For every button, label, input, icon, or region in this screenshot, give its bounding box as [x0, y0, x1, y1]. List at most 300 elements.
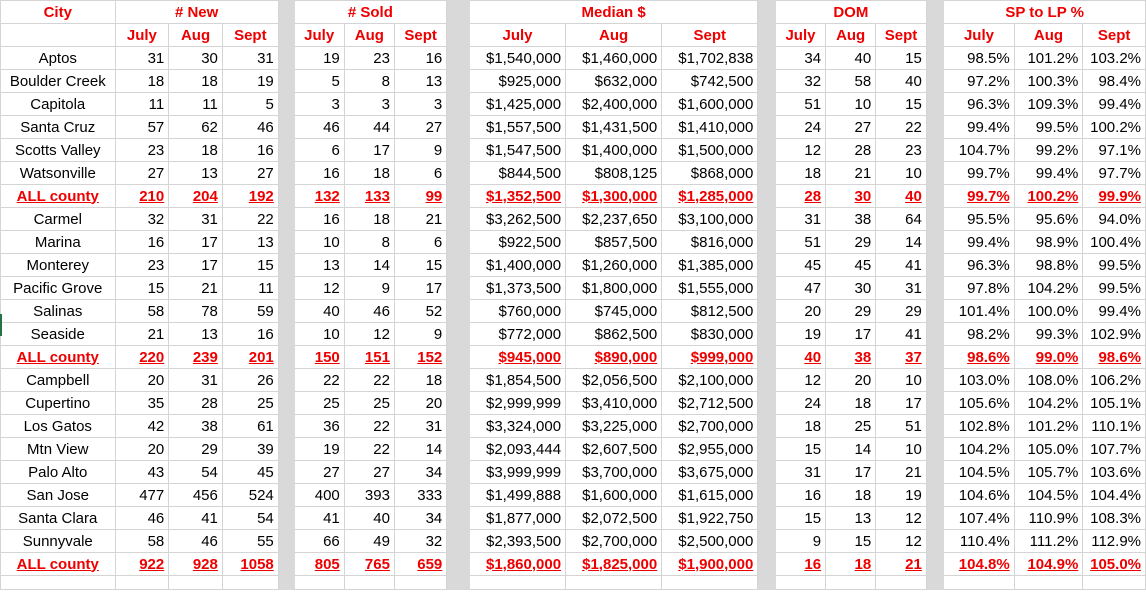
sold-value-cell[interactable]: 99 — [394, 185, 446, 208]
header-month[interactable]: Aug — [566, 24, 662, 47]
sp-lp-value-cell[interactable]: 110.4% — [944, 530, 1014, 553]
median-value-cell[interactable]: $1,702,838 — [662, 47, 758, 70]
median-value-cell[interactable]: $1,600,000 — [662, 93, 758, 116]
median-value-cell[interactable]: $1,800,000 — [566, 277, 662, 300]
median-value-cell[interactable]: $632,000 — [566, 70, 662, 93]
dom-value-cell[interactable]: 31 — [876, 277, 927, 300]
dom-value-cell[interactable]: 18 — [826, 484, 876, 507]
header-month[interactable]: Sept — [662, 24, 758, 47]
dom-value-cell[interactable]: 31 — [775, 461, 825, 484]
city-name-cell[interactable]: Carmel — [1, 208, 116, 231]
new-value-cell[interactable]: 57 — [115, 116, 169, 139]
dom-value-cell[interactable]: 10 — [876, 162, 927, 185]
sold-value-cell[interactable]: 18 — [344, 208, 394, 231]
sold-value-cell[interactable]: 10 — [294, 231, 344, 254]
city-name-cell[interactable]: ALL county — [1, 553, 116, 576]
new-value-cell[interactable]: 39 — [222, 438, 278, 461]
new-value-cell[interactable]: 21 — [115, 323, 169, 346]
dom-value-cell[interactable]: 12 — [876, 530, 927, 553]
sp-lp-value-cell[interactable]: 105.1% — [1083, 392, 1146, 415]
dom-value-cell[interactable]: 58 — [826, 70, 876, 93]
median-value-cell[interactable]: $2,712,500 — [662, 392, 758, 415]
median-value-cell[interactable]: $772,000 — [469, 323, 565, 346]
empty-cell[interactable] — [469, 576, 565, 590]
sp-lp-value-cell[interactable]: 104.2% — [944, 438, 1014, 461]
dom-value-cell[interactable]: 41 — [876, 323, 927, 346]
sp-lp-value-cell[interactable]: 104.2% — [1014, 277, 1083, 300]
median-value-cell[interactable]: $3,100,000 — [662, 208, 758, 231]
sp-lp-value-cell[interactable]: 99.7% — [944, 162, 1014, 185]
new-value-cell[interactable]: 18 — [115, 70, 169, 93]
new-value-cell[interactable]: 23 — [115, 254, 169, 277]
new-value-cell[interactable]: 21 — [169, 277, 223, 300]
sold-value-cell[interactable]: 3 — [394, 93, 446, 116]
median-value-cell[interactable]: $1,555,000 — [662, 277, 758, 300]
sold-value-cell[interactable]: 27 — [294, 461, 344, 484]
dom-value-cell[interactable]: 34 — [775, 47, 825, 70]
median-value-cell[interactable]: $1,460,000 — [566, 47, 662, 70]
header-month[interactable]: July — [115, 24, 169, 47]
sp-lp-value-cell[interactable]: 98.6% — [1083, 346, 1146, 369]
median-value-cell[interactable]: $862,500 — [566, 323, 662, 346]
median-value-cell[interactable]: $1,900,000 — [662, 553, 758, 576]
empty-cell[interactable] — [662, 576, 758, 590]
sold-value-cell[interactable]: 32 — [394, 530, 446, 553]
median-value-cell[interactable]: $922,500 — [469, 231, 565, 254]
sold-value-cell[interactable]: 3 — [294, 93, 344, 116]
sp-lp-value-cell[interactable]: 102.8% — [944, 415, 1014, 438]
sp-lp-value-cell[interactable]: 99.0% — [1014, 346, 1083, 369]
dom-value-cell[interactable]: 45 — [775, 254, 825, 277]
dom-value-cell[interactable]: 20 — [775, 300, 825, 323]
sold-value-cell[interactable]: 8 — [344, 70, 394, 93]
new-value-cell[interactable]: 210 — [115, 185, 169, 208]
sp-lp-value-cell[interactable]: 98.8% — [1014, 254, 1083, 277]
sp-lp-value-cell[interactable]: 99.3% — [1014, 323, 1083, 346]
city-name-cell[interactable]: Capitola — [1, 93, 116, 116]
new-value-cell[interactable]: 55 — [222, 530, 278, 553]
header-month[interactable]: July — [294, 24, 344, 47]
sp-lp-value-cell[interactable]: 105.0% — [1014, 438, 1083, 461]
median-value-cell[interactable]: $2,393,500 — [469, 530, 565, 553]
sp-lp-value-cell[interactable]: 100.0% — [1014, 300, 1083, 323]
median-value-cell[interactable]: $2,700,000 — [662, 415, 758, 438]
sp-lp-value-cell[interactable]: 97.8% — [944, 277, 1014, 300]
sp-lp-value-cell[interactable]: 97.2% — [944, 70, 1014, 93]
dom-value-cell[interactable]: 29 — [876, 300, 927, 323]
sp-lp-value-cell[interactable]: 104.6% — [944, 484, 1014, 507]
sold-value-cell[interactable]: 22 — [294, 369, 344, 392]
sold-value-cell[interactable]: 14 — [344, 254, 394, 277]
median-value-cell[interactable]: $2,056,500 — [566, 369, 662, 392]
header-sp-lp[interactable]: SP to LP % — [944, 1, 1146, 24]
new-value-cell[interactable]: 45 — [222, 461, 278, 484]
dom-value-cell[interactable]: 45 — [826, 254, 876, 277]
median-value-cell[interactable]: $1,352,500 — [469, 185, 565, 208]
dom-value-cell[interactable]: 40 — [775, 346, 825, 369]
city-name-cell[interactable]: Seaside — [1, 323, 116, 346]
new-value-cell[interactable]: 11 — [115, 93, 169, 116]
sold-value-cell[interactable]: 49 — [344, 530, 394, 553]
sp-lp-value-cell[interactable]: 99.4% — [944, 231, 1014, 254]
header-month[interactable]: Sept — [1083, 24, 1146, 47]
median-value-cell[interactable]: $1,500,000 — [662, 139, 758, 162]
median-value-cell[interactable]: $925,000 — [469, 70, 565, 93]
sold-value-cell[interactable]: 36 — [294, 415, 344, 438]
new-value-cell[interactable]: 16 — [222, 139, 278, 162]
sp-lp-value-cell[interactable]: 95.5% — [944, 208, 1014, 231]
median-value-cell[interactable]: $830,000 — [662, 323, 758, 346]
new-value-cell[interactable]: 204 — [169, 185, 223, 208]
dom-value-cell[interactable]: 14 — [876, 231, 927, 254]
new-value-cell[interactable]: 42 — [115, 415, 169, 438]
sold-value-cell[interactable]: 132 — [294, 185, 344, 208]
sp-lp-value-cell[interactable]: 101.4% — [944, 300, 1014, 323]
sold-value-cell[interactable]: 46 — [294, 116, 344, 139]
sp-lp-value-cell[interactable]: 104.7% — [944, 139, 1014, 162]
median-value-cell[interactable]: $2,400,000 — [566, 93, 662, 116]
empty-cell[interactable] — [169, 576, 223, 590]
new-value-cell[interactable]: 58 — [115, 300, 169, 323]
dom-value-cell[interactable]: 40 — [876, 70, 927, 93]
city-name-cell[interactable]: San Jose — [1, 484, 116, 507]
median-value-cell[interactable]: $868,000 — [662, 162, 758, 185]
sp-lp-value-cell[interactable]: 110.1% — [1083, 415, 1146, 438]
median-value-cell[interactable]: $3,675,000 — [662, 461, 758, 484]
header-month[interactable]: Aug — [344, 24, 394, 47]
sold-value-cell[interactable]: 6 — [394, 231, 446, 254]
sp-lp-value-cell[interactable]: 99.4% — [1014, 162, 1083, 185]
median-value-cell[interactable]: $1,922,750 — [662, 507, 758, 530]
new-value-cell[interactable]: 32 — [115, 208, 169, 231]
sold-value-cell[interactable]: 3 — [344, 93, 394, 116]
sp-lp-value-cell[interactable]: 96.3% — [944, 254, 1014, 277]
sold-value-cell[interactable]: 17 — [394, 277, 446, 300]
sold-value-cell[interactable]: 40 — [344, 507, 394, 530]
city-name-cell[interactable]: Cupertino — [1, 392, 116, 415]
median-value-cell[interactable]: $1,547,500 — [469, 139, 565, 162]
new-value-cell[interactable]: 23 — [115, 139, 169, 162]
city-name-cell[interactable]: Campbell — [1, 369, 116, 392]
sp-lp-value-cell[interactable]: 98.4% — [1083, 70, 1146, 93]
dom-value-cell[interactable]: 18 — [775, 162, 825, 185]
sold-value-cell[interactable]: 34 — [394, 461, 446, 484]
dom-value-cell[interactable]: 28 — [826, 139, 876, 162]
sp-lp-value-cell[interactable]: 100.3% — [1014, 70, 1083, 93]
sp-lp-value-cell[interactable]: 99.2% — [1014, 139, 1083, 162]
city-name-cell[interactable]: Watsonville — [1, 162, 116, 185]
sold-value-cell[interactable]: 393 — [344, 484, 394, 507]
new-value-cell[interactable]: 31 — [222, 47, 278, 70]
dom-value-cell[interactable]: 9 — [775, 530, 825, 553]
sold-value-cell[interactable]: 13 — [294, 254, 344, 277]
empty-cell[interactable] — [115, 576, 169, 590]
sp-lp-value-cell[interactable]: 95.6% — [1014, 208, 1083, 231]
dom-value-cell[interactable]: 40 — [876, 185, 927, 208]
median-value-cell[interactable]: $1,431,500 — [566, 116, 662, 139]
median-value-cell[interactable]: $760,000 — [469, 300, 565, 323]
sold-value-cell[interactable]: 16 — [294, 162, 344, 185]
median-value-cell[interactable]: $2,607,500 — [566, 438, 662, 461]
empty-cell[interactable] — [294, 576, 344, 590]
new-value-cell[interactable]: 31 — [169, 208, 223, 231]
city-name-cell[interactable]: Sunnyvale — [1, 530, 116, 553]
empty-cell[interactable] — [1, 576, 116, 590]
sold-value-cell[interactable]: 400 — [294, 484, 344, 507]
new-value-cell[interactable]: 27 — [222, 162, 278, 185]
new-value-cell[interactable]: 13 — [222, 231, 278, 254]
city-name-cell[interactable]: Palo Alto — [1, 461, 116, 484]
new-value-cell[interactable]: 31 — [115, 47, 169, 70]
dom-value-cell[interactable]: 19 — [775, 323, 825, 346]
sp-lp-value-cell[interactable]: 106.2% — [1083, 369, 1146, 392]
city-name-cell[interactable]: Marina — [1, 231, 116, 254]
dom-value-cell[interactable]: 15 — [775, 507, 825, 530]
median-value-cell[interactable]: $3,700,000 — [566, 461, 662, 484]
sp-lp-value-cell[interactable]: 99.5% — [1083, 277, 1146, 300]
dom-value-cell[interactable]: 51 — [775, 93, 825, 116]
sold-value-cell[interactable]: 150 — [294, 346, 344, 369]
sp-lp-value-cell[interactable]: 97.7% — [1083, 162, 1146, 185]
city-name-cell[interactable]: Monterey — [1, 254, 116, 277]
sold-value-cell[interactable]: 5 — [294, 70, 344, 93]
sold-value-cell[interactable]: 18 — [394, 369, 446, 392]
median-value-cell[interactable]: $3,324,000 — [469, 415, 565, 438]
sold-value-cell[interactable]: 22 — [344, 369, 394, 392]
empty-cell[interactable] — [1014, 576, 1083, 590]
median-value-cell[interactable]: $890,000 — [566, 346, 662, 369]
dom-value-cell[interactable]: 38 — [826, 346, 876, 369]
sp-lp-value-cell[interactable]: 109.3% — [1014, 93, 1083, 116]
sp-lp-value-cell[interactable]: 104.4% — [1083, 484, 1146, 507]
new-value-cell[interactable]: 30 — [169, 47, 223, 70]
sold-value-cell[interactable]: 6 — [294, 139, 344, 162]
sp-lp-value-cell[interactable]: 108.3% — [1083, 507, 1146, 530]
city-name-cell[interactable]: ALL county — [1, 346, 116, 369]
header-month[interactable]: July — [944, 24, 1014, 47]
median-value-cell[interactable]: $1,825,000 — [566, 553, 662, 576]
sold-value-cell[interactable]: 12 — [344, 323, 394, 346]
new-value-cell[interactable]: 35 — [115, 392, 169, 415]
header-city[interactable]: City — [1, 1, 116, 24]
median-value-cell[interactable]: $808,125 — [566, 162, 662, 185]
new-value-cell[interactable]: 54 — [169, 461, 223, 484]
new-value-cell[interactable]: 220 — [115, 346, 169, 369]
sold-value-cell[interactable]: 152 — [394, 346, 446, 369]
sp-lp-value-cell[interactable]: 103.0% — [944, 369, 1014, 392]
empty-cell[interactable] — [876, 576, 927, 590]
median-value-cell[interactable]: $1,557,500 — [469, 116, 565, 139]
dom-value-cell[interactable]: 37 — [876, 346, 927, 369]
new-value-cell[interactable]: 11 — [222, 277, 278, 300]
median-value-cell[interactable]: $3,410,000 — [566, 392, 662, 415]
median-value-cell[interactable]: $2,955,000 — [662, 438, 758, 461]
sold-value-cell[interactable]: 40 — [294, 300, 344, 323]
sp-lp-value-cell[interactable]: 105.7% — [1014, 461, 1083, 484]
sp-lp-value-cell[interactable]: 99.5% — [1014, 116, 1083, 139]
dom-value-cell[interactable]: 21 — [826, 162, 876, 185]
sp-lp-value-cell[interactable]: 105.6% — [944, 392, 1014, 415]
new-value-cell[interactable]: 13 — [169, 162, 223, 185]
new-value-cell[interactable]: 524 — [222, 484, 278, 507]
sold-value-cell[interactable]: 151 — [344, 346, 394, 369]
median-value-cell[interactable]: $1,860,000 — [469, 553, 565, 576]
sp-lp-value-cell[interactable]: 103.2% — [1083, 47, 1146, 70]
sold-value-cell[interactable]: 27 — [344, 461, 394, 484]
median-value-cell[interactable]: $812,500 — [662, 300, 758, 323]
new-value-cell[interactable]: 15 — [222, 254, 278, 277]
median-value-cell[interactable]: $2,237,650 — [566, 208, 662, 231]
header-sold[interactable]: # Sold — [294, 1, 447, 24]
sp-lp-value-cell[interactable]: 111.2% — [1014, 530, 1083, 553]
new-value-cell[interactable]: 16 — [222, 323, 278, 346]
dom-value-cell[interactable]: 32 — [775, 70, 825, 93]
median-value-cell[interactable]: $999,000 — [662, 346, 758, 369]
sold-value-cell[interactable]: 52 — [394, 300, 446, 323]
new-value-cell[interactable]: 41 — [169, 507, 223, 530]
new-value-cell[interactable]: 18 — [169, 70, 223, 93]
header-month[interactable]: Sept — [222, 24, 278, 47]
dom-value-cell[interactable]: 47 — [775, 277, 825, 300]
new-value-cell[interactable]: 31 — [169, 369, 223, 392]
new-value-cell[interactable]: 928 — [169, 553, 223, 576]
dom-value-cell[interactable]: 25 — [826, 415, 876, 438]
new-value-cell[interactable]: 20 — [115, 369, 169, 392]
empty-cell[interactable] — [944, 576, 1014, 590]
dom-value-cell[interactable]: 30 — [826, 277, 876, 300]
sold-value-cell[interactable]: 12 — [294, 277, 344, 300]
sp-lp-value-cell[interactable]: 104.2% — [1014, 392, 1083, 415]
new-value-cell[interactable]: 25 — [222, 392, 278, 415]
median-value-cell[interactable]: $1,400,000 — [566, 139, 662, 162]
median-value-cell[interactable]: $1,385,000 — [662, 254, 758, 277]
sp-lp-value-cell[interactable]: 100.2% — [1083, 116, 1146, 139]
sp-lp-value-cell[interactable]: 98.5% — [944, 47, 1014, 70]
sp-lp-value-cell[interactable]: 98.9% — [1014, 231, 1083, 254]
median-value-cell[interactable]: $1,260,000 — [566, 254, 662, 277]
sp-lp-value-cell[interactable]: 99.4% — [1083, 93, 1146, 116]
new-value-cell[interactable]: 22 — [222, 208, 278, 231]
sp-lp-value-cell[interactable]: 101.2% — [1014, 47, 1083, 70]
new-value-cell[interactable]: 46 — [222, 116, 278, 139]
new-value-cell[interactable]: 13 — [169, 323, 223, 346]
new-value-cell[interactable]: 456 — [169, 484, 223, 507]
header-blank-cell[interactable] — [1, 24, 116, 47]
header-median[interactable]: Median $ — [469, 1, 757, 24]
header-month[interactable]: July — [775, 24, 825, 47]
dom-value-cell[interactable]: 31 — [775, 208, 825, 231]
new-value-cell[interactable]: 29 — [169, 438, 223, 461]
median-value-cell[interactable]: $2,072,500 — [566, 507, 662, 530]
sold-value-cell[interactable]: 66 — [294, 530, 344, 553]
dom-value-cell[interactable]: 12 — [775, 139, 825, 162]
dom-value-cell[interactable]: 40 — [826, 47, 876, 70]
sp-lp-value-cell[interactable]: 100.2% — [1014, 185, 1083, 208]
sold-value-cell[interactable]: 15 — [394, 254, 446, 277]
dom-value-cell[interactable]: 38 — [826, 208, 876, 231]
median-value-cell[interactable]: $742,500 — [662, 70, 758, 93]
sp-lp-value-cell[interactable]: 100.4% — [1083, 231, 1146, 254]
dom-value-cell[interactable]: 20 — [826, 369, 876, 392]
new-value-cell[interactable]: 16 — [115, 231, 169, 254]
header-month[interactable]: Aug — [169, 24, 223, 47]
sold-value-cell[interactable]: 25 — [294, 392, 344, 415]
new-value-cell[interactable]: 46 — [115, 507, 169, 530]
sold-value-cell[interactable]: 6 — [394, 162, 446, 185]
sold-value-cell[interactable]: 22 — [344, 415, 394, 438]
new-value-cell[interactable]: 5 — [222, 93, 278, 116]
median-value-cell[interactable]: $2,100,000 — [662, 369, 758, 392]
dom-value-cell[interactable]: 18 — [826, 392, 876, 415]
dom-value-cell[interactable]: 41 — [876, 254, 927, 277]
sp-lp-value-cell[interactable]: 112.9% — [1083, 530, 1146, 553]
dom-value-cell[interactable]: 17 — [876, 392, 927, 415]
sp-lp-value-cell[interactable]: 99.7% — [944, 185, 1014, 208]
header-dom[interactable]: DOM — [775, 1, 926, 24]
new-value-cell[interactable]: 192 — [222, 185, 278, 208]
sold-value-cell[interactable]: 41 — [294, 507, 344, 530]
sold-value-cell[interactable]: 8 — [344, 231, 394, 254]
sp-lp-value-cell[interactable]: 99.4% — [1083, 300, 1146, 323]
dom-value-cell[interactable]: 17 — [826, 323, 876, 346]
new-value-cell[interactable]: 26 — [222, 369, 278, 392]
new-value-cell[interactable]: 18 — [169, 139, 223, 162]
dom-value-cell[interactable]: 15 — [826, 530, 876, 553]
dom-value-cell[interactable]: 29 — [826, 300, 876, 323]
sp-lp-value-cell[interactable]: 96.3% — [944, 93, 1014, 116]
new-value-cell[interactable]: 20 — [115, 438, 169, 461]
sold-value-cell[interactable]: 27 — [394, 116, 446, 139]
new-value-cell[interactable]: 61 — [222, 415, 278, 438]
median-value-cell[interactable]: $1,400,000 — [469, 254, 565, 277]
dom-value-cell[interactable]: 14 — [826, 438, 876, 461]
dom-value-cell[interactable]: 27 — [826, 116, 876, 139]
new-value-cell[interactable]: 1058 — [222, 553, 278, 576]
dom-value-cell[interactable]: 17 — [826, 461, 876, 484]
median-value-cell[interactable]: $844,500 — [469, 162, 565, 185]
new-value-cell[interactable]: 59 — [222, 300, 278, 323]
city-name-cell[interactable]: Santa Cruz — [1, 116, 116, 139]
sp-lp-value-cell[interactable]: 103.6% — [1083, 461, 1146, 484]
dom-value-cell[interactable]: 16 — [775, 553, 825, 576]
dom-value-cell[interactable]: 12 — [775, 369, 825, 392]
new-value-cell[interactable]: 27 — [115, 162, 169, 185]
empty-cell[interactable] — [566, 576, 662, 590]
sp-lp-value-cell[interactable]: 108.0% — [1014, 369, 1083, 392]
empty-cell[interactable] — [394, 576, 446, 590]
dom-value-cell[interactable]: 21 — [876, 553, 927, 576]
new-value-cell[interactable]: 19 — [222, 70, 278, 93]
sp-lp-value-cell[interactable]: 107.4% — [944, 507, 1014, 530]
sp-lp-value-cell[interactable]: 97.1% — [1083, 139, 1146, 162]
city-name-cell[interactable]: Santa Clara — [1, 507, 116, 530]
city-name-cell[interactable]: ALL county — [1, 185, 116, 208]
dom-value-cell[interactable]: 10 — [876, 369, 927, 392]
median-value-cell[interactable]: $1,425,000 — [469, 93, 565, 116]
header-month[interactable]: Sept — [394, 24, 446, 47]
city-name-cell[interactable]: Scotts Valley — [1, 139, 116, 162]
sold-value-cell[interactable]: 25 — [344, 392, 394, 415]
new-value-cell[interactable]: 46 — [169, 530, 223, 553]
sold-value-cell[interactable]: 133 — [344, 185, 394, 208]
sold-value-cell[interactable]: 22 — [344, 438, 394, 461]
dom-value-cell[interactable]: 12 — [876, 507, 927, 530]
sp-lp-value-cell[interactable]: 105.0% — [1083, 553, 1146, 576]
city-name-cell[interactable]: Aptos — [1, 47, 116, 70]
sold-value-cell[interactable]: 659 — [394, 553, 446, 576]
sp-lp-value-cell[interactable]: 99.9% — [1083, 185, 1146, 208]
new-value-cell[interactable]: 11 — [169, 93, 223, 116]
